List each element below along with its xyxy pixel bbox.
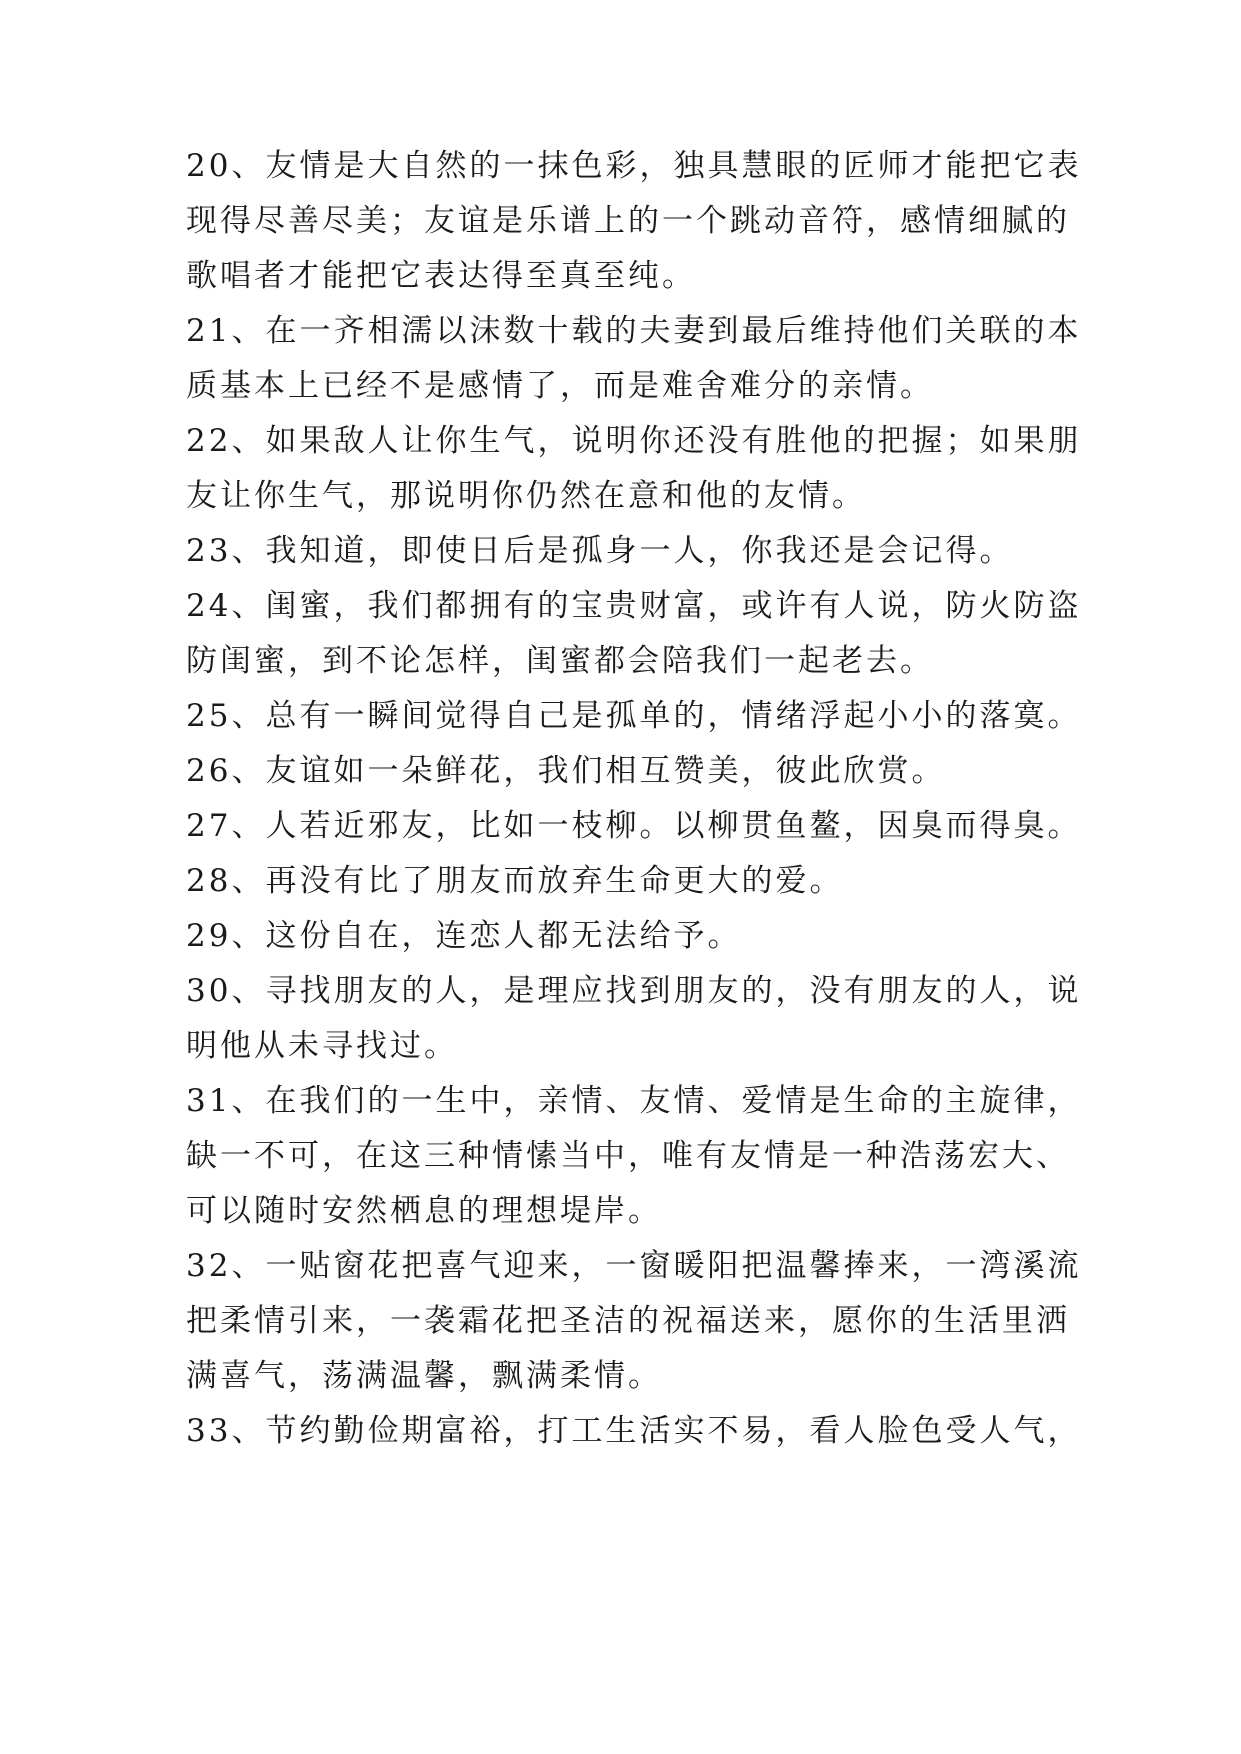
- text-line: 可以随时安然栖息的理想堤岸。: [186, 1193, 662, 1229]
- text-line: 24、闺蜜，我们都拥有的宝贵财富，或许有人说，防火防盗: [186, 588, 1082, 624]
- text-line: 33、节约勤俭期富裕，打工生活实不易，看人脸色受人气，: [186, 1413, 1082, 1449]
- text-line: 20、友情是大自然的一抹色彩，独具慧眼的匠师才能把它表: [186, 148, 1082, 184]
- text-line: 满喜气，荡满温馨，飘满柔情。: [186, 1358, 662, 1394]
- text-line: 30、寻找朋友的人，是理应找到朋友的，没有朋友的人，说: [186, 973, 1082, 1009]
- text-line: 22、如果敌人让你生气，说明你还没有胜他的把握；如果朋: [186, 423, 1082, 459]
- text-line: 21、在一齐相濡以沫数十载的夫妻到最后维持他们关联的本: [186, 313, 1082, 349]
- text-line: 友让你生气，那说明你仍然在意和他的友情。: [186, 478, 866, 514]
- text-line: 31、在我们的一生中，亲情、友情、爱情是生命的主旋律，: [186, 1083, 1082, 1119]
- text-line: 防闺蜜，到不论怎样，闺蜜都会陪我们一起老去。: [186, 643, 934, 679]
- text-line: 23、我知道，即使日后是孤身一人，你我还是会记得。: [186, 533, 1014, 569]
- text-line: 把柔情引来，一袭霜花把圣洁的祝福送来，愿你的生活里洒: [186, 1303, 1070, 1339]
- text-line: 26、友谊如一朵鲜花，我们相互赞美，彼此欣赏。: [186, 753, 946, 789]
- text-line: 缺一不可，在这三种情愫当中，唯有友情是一种浩荡宏大、: [186, 1138, 1070, 1174]
- text-line: 歌唱者才能把它表达得至真至纯。: [186, 258, 696, 294]
- text-line: 质基本上已经不是感情了，而是难舍难分的亲情。: [186, 368, 934, 404]
- text-line: 27、人若近邪友，比如一枝柳。以柳贯鱼鳌，因臭而得臭。: [186, 808, 1082, 844]
- text-line: 25、总有一瞬间觉得自己是孤单的，情绪浮起小小的落寞。: [186, 698, 1082, 734]
- text-line: 32、一贴窗花把喜气迎来，一窗暖阳把温馨捧来，一湾溪流: [186, 1248, 1082, 1284]
- text-line: 28、再没有比了朋友而放弃生命更大的爱。: [186, 863, 844, 899]
- text-line: 现得尽善尽美；友谊是乐谱上的一个跳动音符，感情细腻的: [186, 203, 1070, 239]
- text-line: 明他从未寻找过。: [186, 1028, 458, 1064]
- text-line: 29、这份自在，连恋人都无法给予。: [186, 918, 742, 954]
